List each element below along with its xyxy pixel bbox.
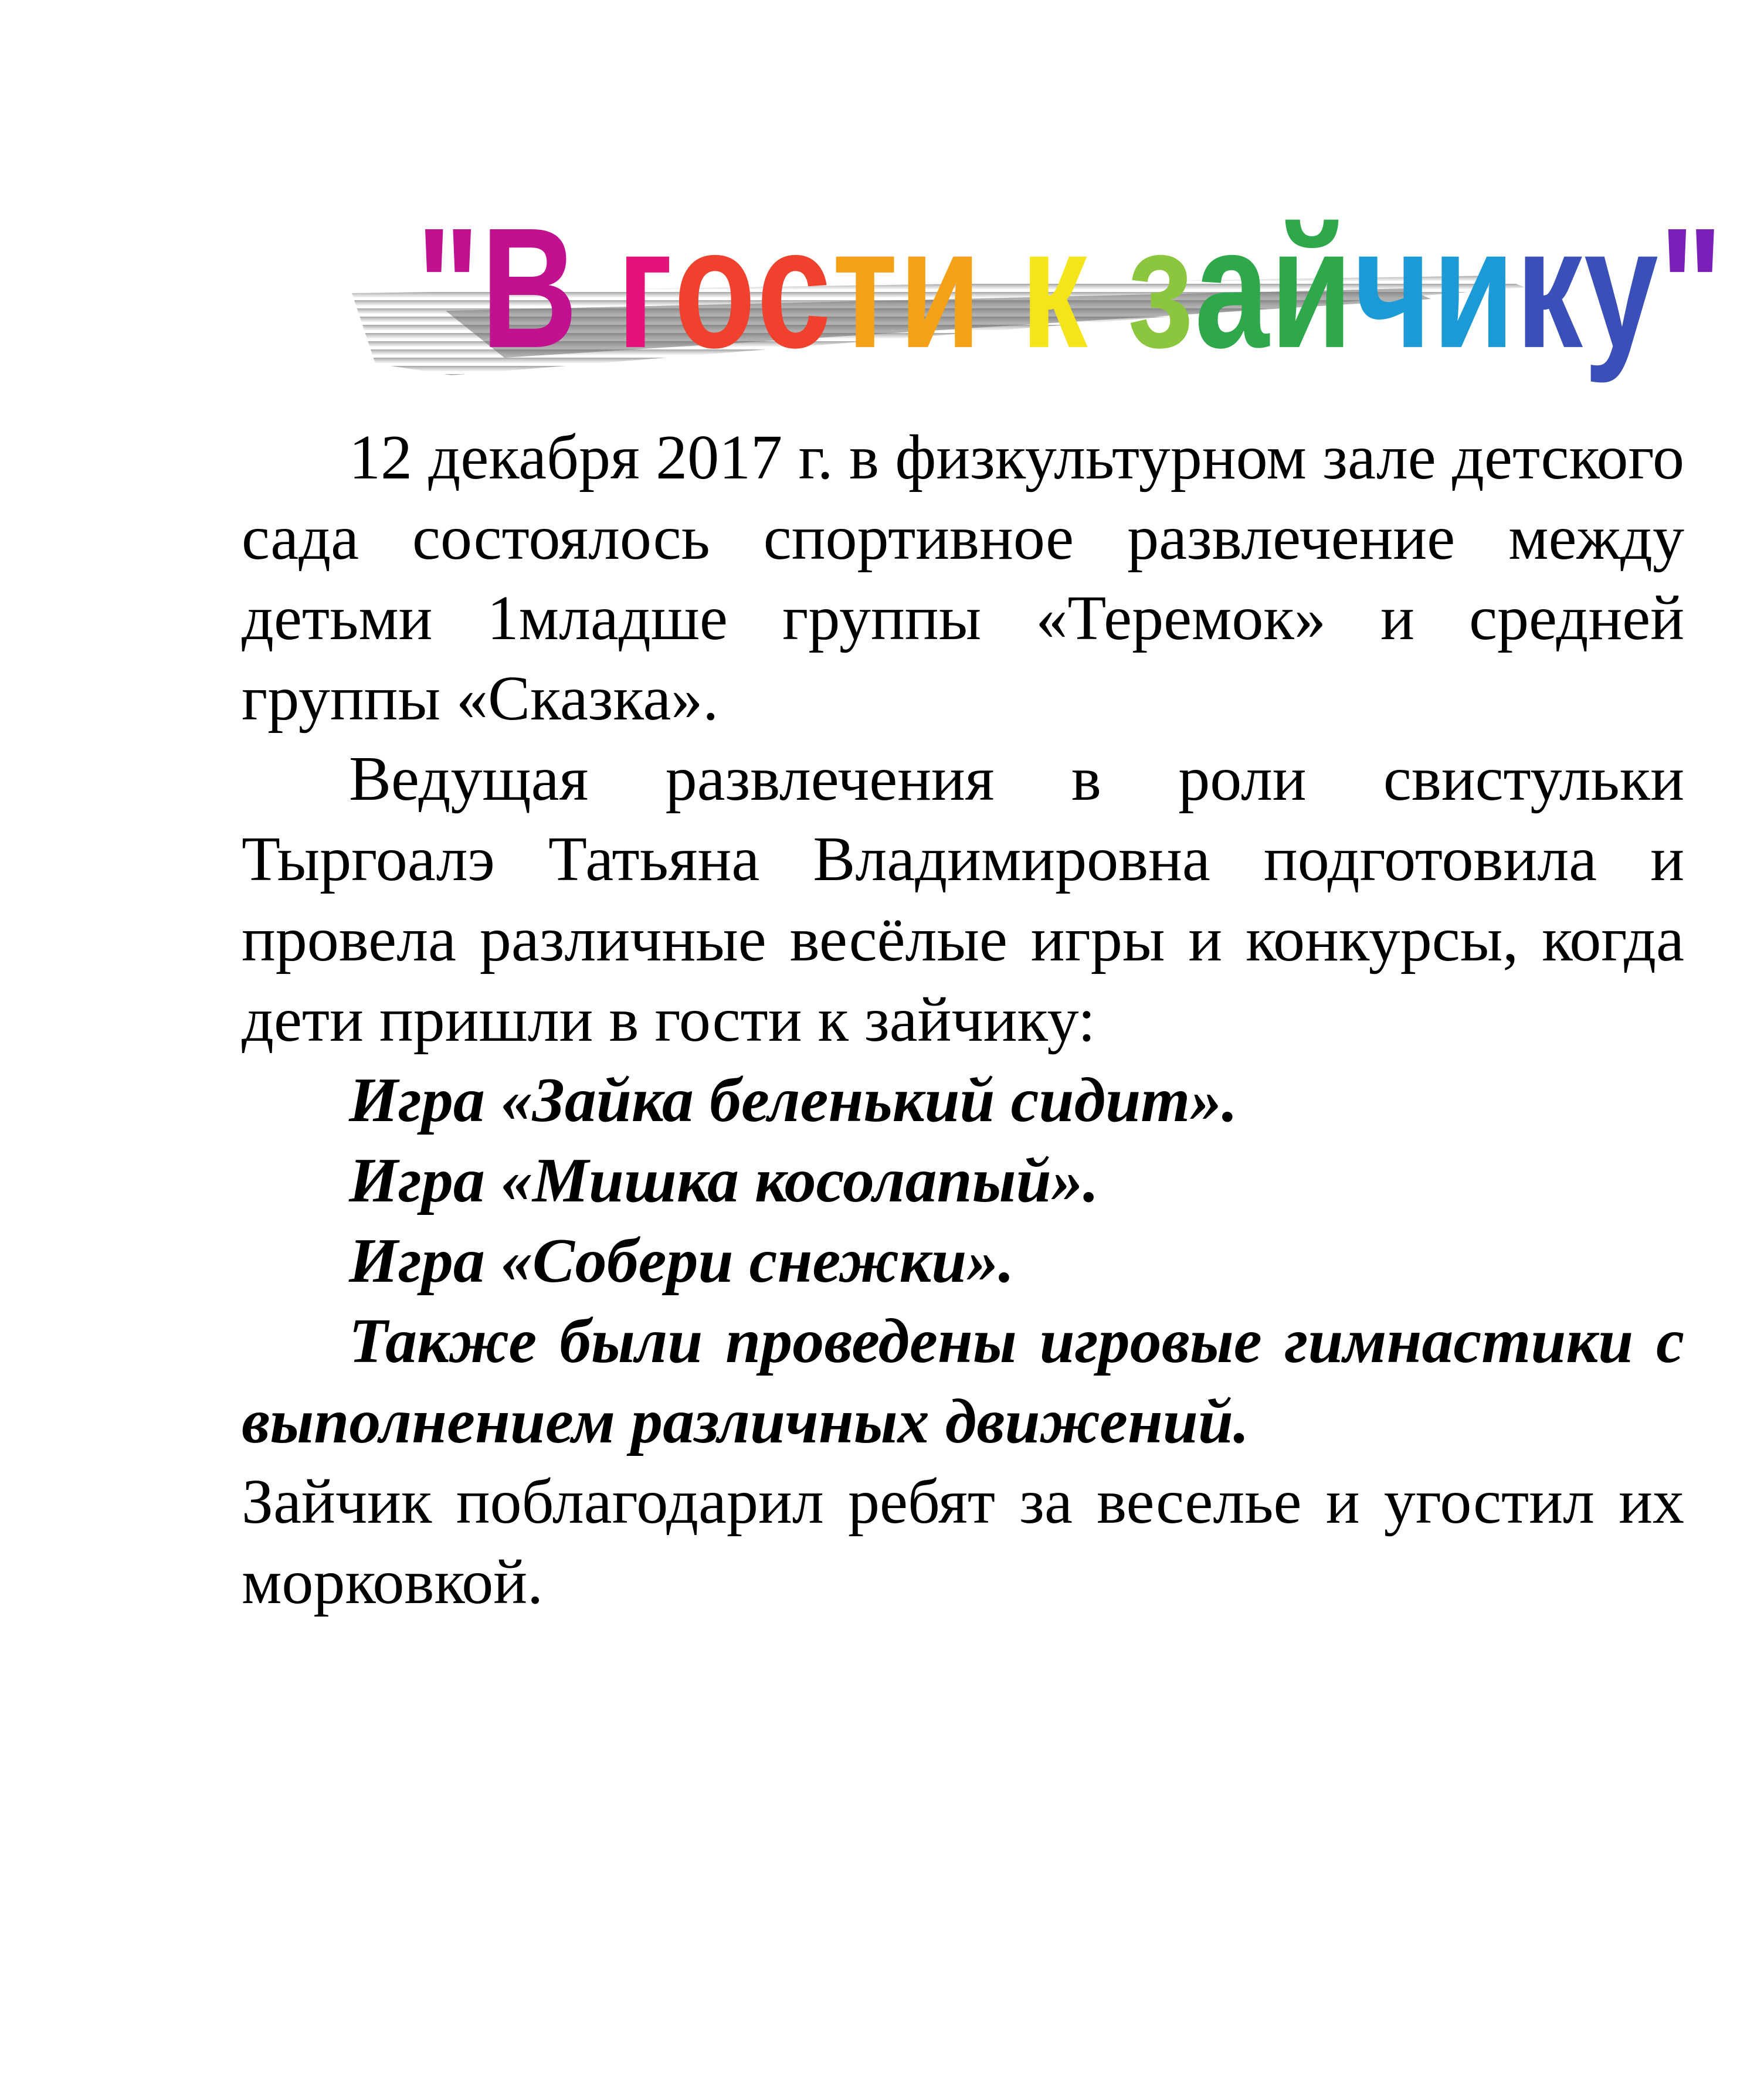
title-letter: В: [481, 193, 579, 384]
title-letter: к: [1515, 193, 1584, 384]
game-item-3: Игра «Собери снежки».: [349, 1226, 1015, 1296]
title-letter: ч: [1353, 193, 1433, 384]
page-title: [416, 176, 1724, 401]
paragraph-host: Ведущая развлечения в роли свистульки Тыргоалэ Татьяна Владимировна подготовила и провела различные весёлые игры и конкурсы, когда дети пришли в гости к зайчику:: [242, 744, 1684, 1055]
title-letter: [1089, 176, 1127, 401]
title-letter: з: [1127, 193, 1195, 384]
title-letter: а: [1195, 193, 1271, 384]
title-letter: о: [674, 193, 757, 384]
article-body: [242, 417, 1684, 1622]
title-letter: й: [1270, 193, 1354, 384]
title-letter: ": [1659, 193, 1724, 384]
title-wordart: [352, 176, 1724, 384]
title-letter: с: [757, 193, 833, 384]
paragraph-closing: Зайчик поблагодарил ребят за веселье и угостил их морковкой.: [242, 1467, 1684, 1617]
title-letter: [579, 176, 617, 401]
paragraph-gymnastics: Также были проведены игровые гимнастики с выполнением различных движений.: [242, 1306, 1684, 1456]
title-letter: г: [617, 193, 674, 384]
title-letter: и: [1432, 193, 1516, 384]
title-letter: к: [1020, 193, 1089, 384]
game-item-1: Игра «Зайка беленький сидит».: [349, 1065, 1238, 1135]
title-letter: ": [416, 193, 481, 384]
title-letter: и: [898, 193, 983, 384]
game-item-2: Игра «Мишка косолапый».: [349, 1146, 1099, 1215]
title-letter: т: [832, 193, 899, 384]
paragraph-intro: 12 декабря 2017 г. в физкультурном зале детского сада состоялось спортивное развлечение между детьми 1младше группы «Теремок» и средней группы «Сказка».: [242, 423, 1684, 734]
title-letter: [982, 176, 1020, 401]
title-letter: у: [1583, 193, 1660, 384]
